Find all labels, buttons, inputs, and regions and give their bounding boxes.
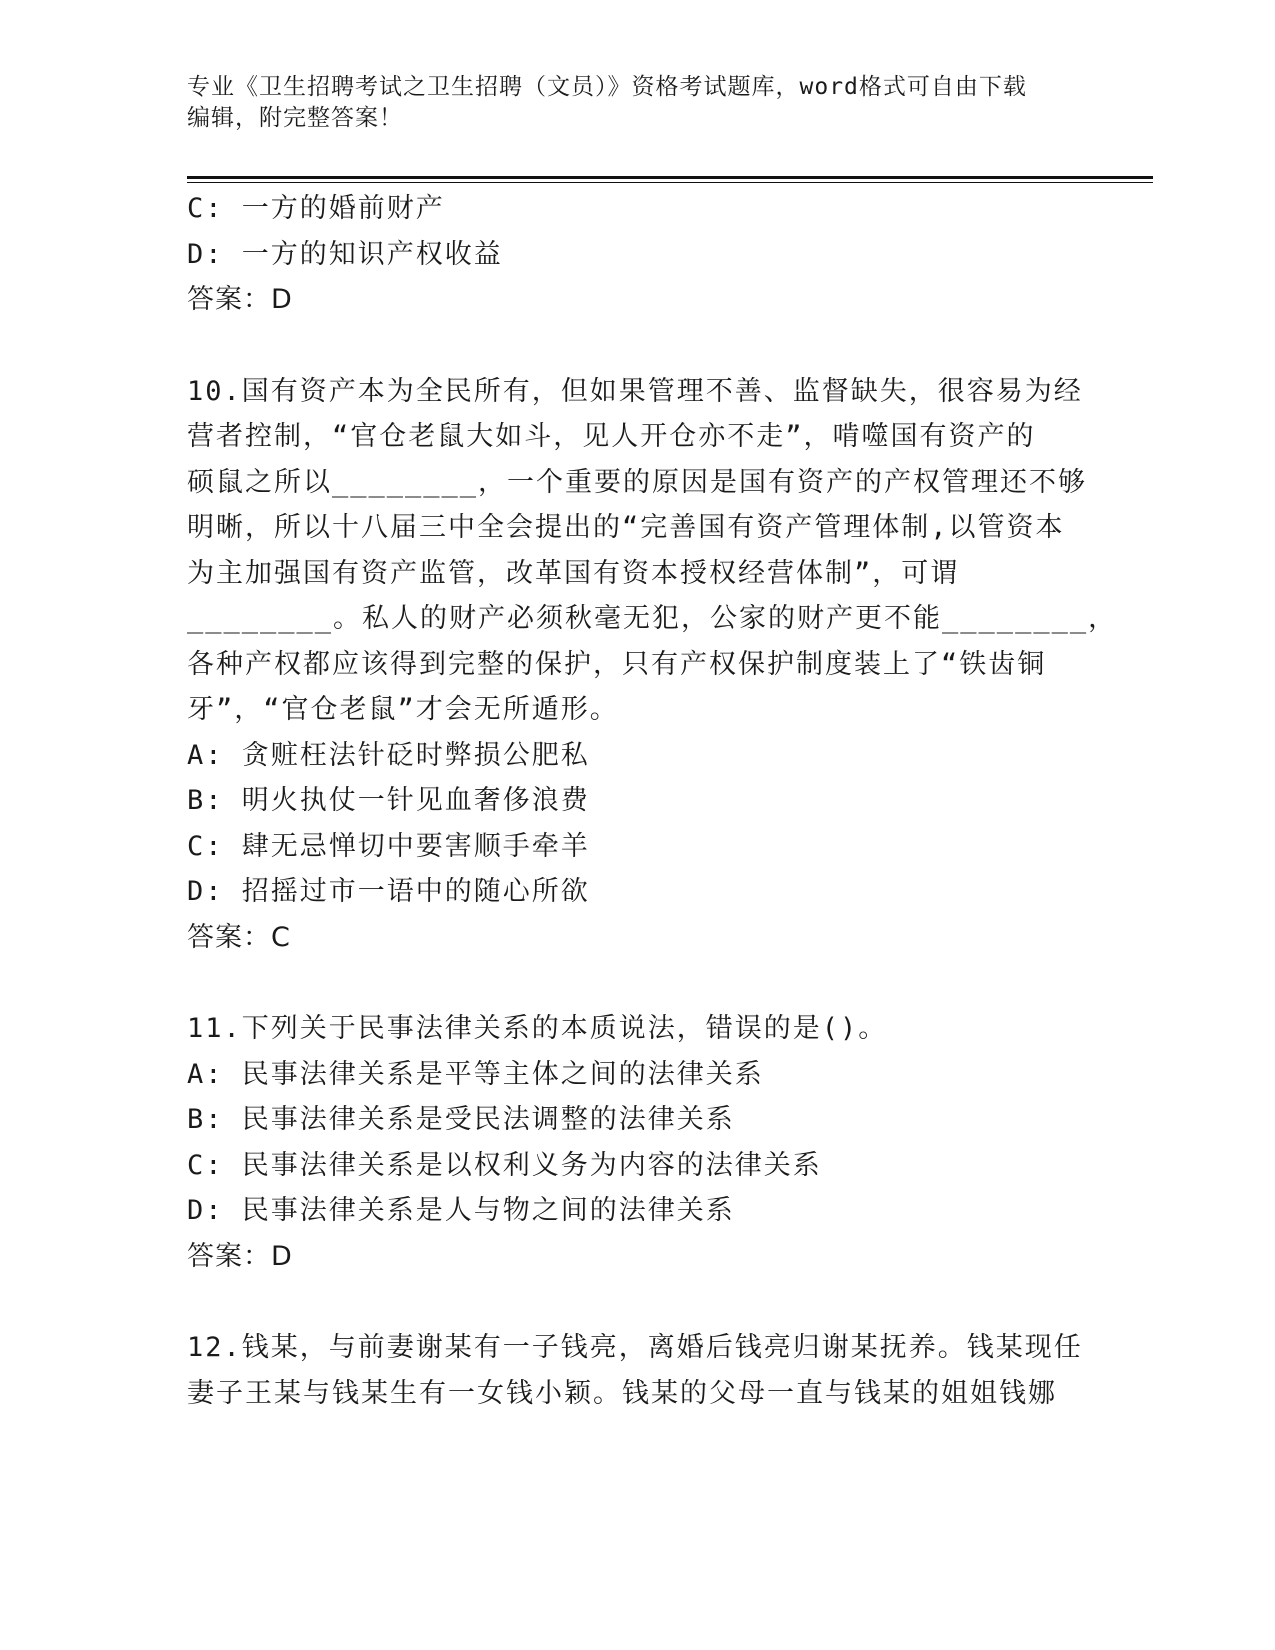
answer-line: 答案：D bbox=[187, 284, 293, 315]
document-header bbox=[187, 72, 1067, 134]
question-text-line: 为主加强国有资产监管，改革国有资本授权经营体制”，可谓 bbox=[187, 557, 960, 589]
option-d: D: 招摇过市一语中的随心所欲 bbox=[187, 876, 590, 907]
question-text-line: 硕鼠之所以________，一个重要的原因是国有资产的产权管理还不够 bbox=[187, 466, 1088, 498]
question-text-line: ________。私人的财产必须秋毫无犯，公家的财产更不能________， bbox=[187, 603, 1118, 634]
question-text-line: 11.下列关于民事法律关系的本质说法，错误的是()。 bbox=[187, 1013, 888, 1044]
question-9-tail bbox=[187, 186, 1087, 323]
option-d: D: 民事法律关系是人与物之间的法律关系 bbox=[187, 1195, 735, 1226]
question-10 bbox=[187, 369, 1118, 961]
option-c: C: 肆无忌惮切中要害顺手牵羊 bbox=[187, 830, 590, 862]
question-text-line: 12.钱某，与前妻谢某有一子钱亮，离婚后钱亮归谢某抚养。钱某现任 bbox=[187, 1332, 1083, 1363]
spacer bbox=[187, 323, 1087, 369]
spacer bbox=[187, 1279, 1087, 1325]
header-divider-thin bbox=[187, 182, 1153, 183]
option-b: B: 明火执仗一针见血奢侈浪费 bbox=[187, 785, 590, 816]
question-11 bbox=[187, 1006, 1087, 1279]
question-text-line: 妻子王某与钱某生有一女钱小颖。钱某的父母一直与钱某的姐姐钱娜 bbox=[187, 1377, 1057, 1409]
question-text-line: 明晰，所以十八届三中全会提出的“完善国有资产管理体制,以管资本 bbox=[187, 512, 1065, 543]
question-text-line: 各种产权都应该得到完整的保护，只有产权保护制度装上了“铁齿铜 bbox=[187, 648, 1047, 680]
question-12 bbox=[187, 1325, 1087, 1416]
option-a: A: 贪赃枉法针砭时弊损公肥私 bbox=[187, 739, 590, 771]
document-body bbox=[187, 186, 1118, 1416]
header-line-2: 编辑，附完整答案！ bbox=[187, 105, 403, 131]
header-divider-thick bbox=[187, 176, 1153, 179]
option-b: B: 民事法律关系是受民法调整的法律关系 bbox=[187, 1104, 735, 1135]
option-a: A: 民事法律关系是平等主体之间的法律关系 bbox=[187, 1058, 764, 1090]
header-line-1: 专业《卫生招聘考试之卫生招聘（文员）》资格考试题库，word格式可自由下载 bbox=[187, 74, 1027, 100]
option-c: C: 一方的婚前财产 bbox=[187, 193, 445, 224]
spacer bbox=[187, 960, 1087, 1006]
answer-line: 答案：C bbox=[187, 921, 291, 953]
question-text-line: 10.国有资产本为全民所有，但如果管理不善、监督缺失，很容易为经 bbox=[187, 375, 1083, 407]
question-text-line: 牙”，“官仓老鼠”才会无所遁形。 bbox=[187, 694, 619, 725]
option-c: C: 民事法律关系是以权利义务为内容的法律关系 bbox=[187, 1149, 822, 1181]
option-d: D: 一方的知识产权收益 bbox=[187, 238, 503, 270]
question-text-line: 营者控制，“官仓老鼠大如斗，见人开仓亦不走”，啃噬国有资产的 bbox=[187, 421, 1036, 452]
answer-line: 答案：D bbox=[187, 1240, 293, 1272]
